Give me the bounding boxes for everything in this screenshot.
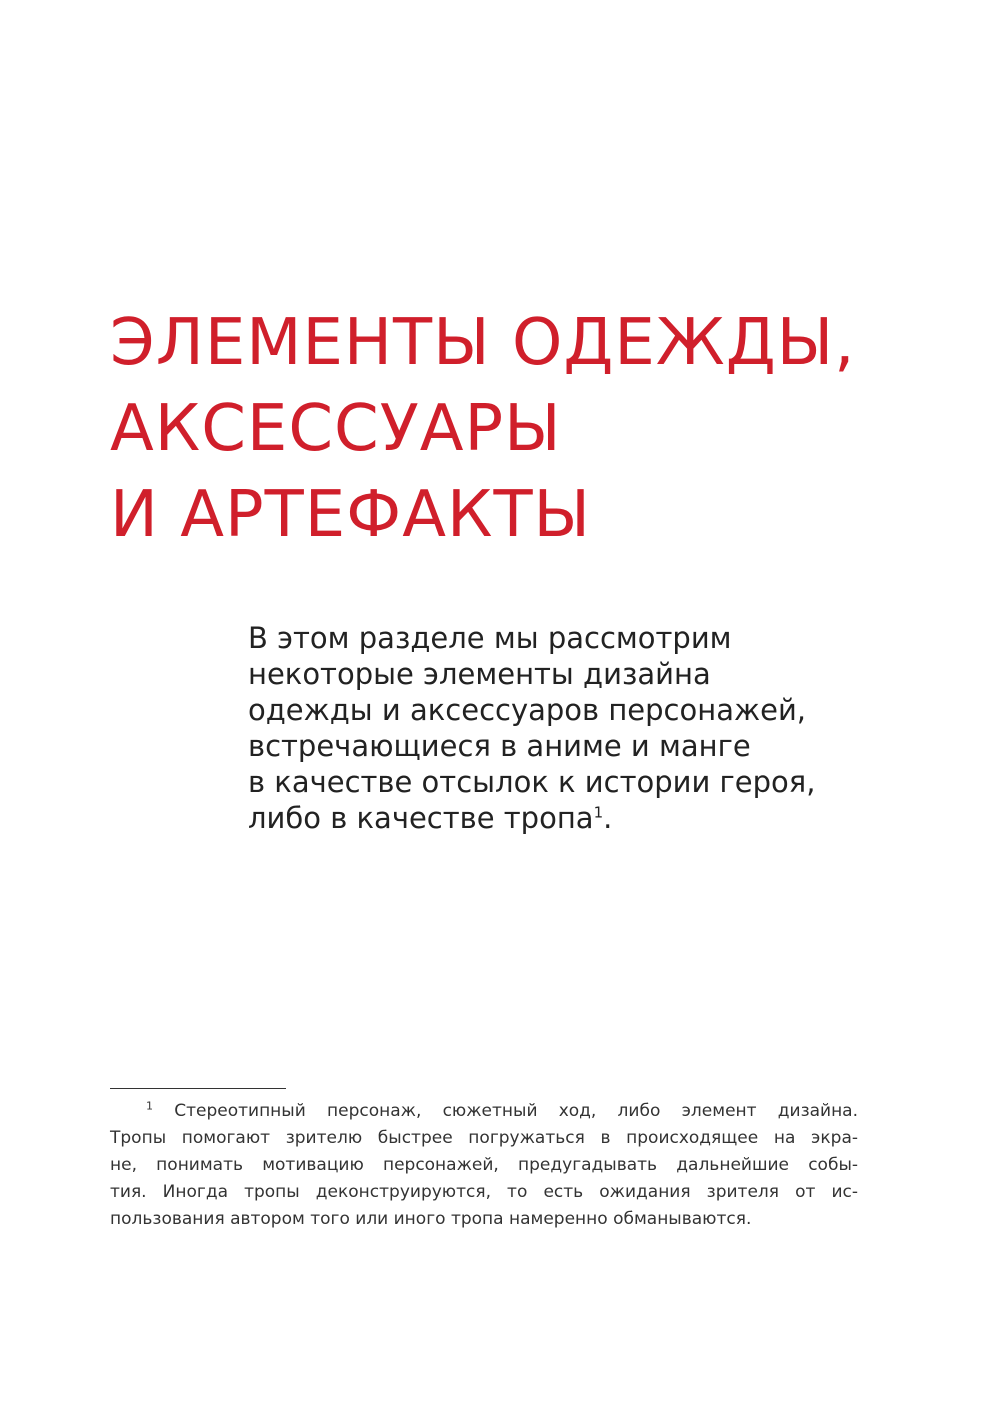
intro-line: в качестве отсылок к истории героя,	[248, 765, 816, 799]
footnote-line	[110, 1098, 858, 1125]
footnote-line: пользования автором того или иного тропа намеренно обманываются.	[110, 1209, 752, 1229]
chapter-title-line: АКСЕССУАРЫ	[110, 392, 562, 466]
chapter-title-line: ЭЛЕМЕНТЫ ОДЕЖДЫ,	[110, 306, 856, 380]
intro-paragraph	[248, 620, 815, 836]
intro-line: встречающиеся в аниме и манге	[248, 729, 751, 763]
footnote-number: 1	[146, 1099, 153, 1113]
footnote	[110, 1098, 858, 1233]
footnote-reference[interactable]: 1	[593, 803, 604, 822]
footnote-line: не, понимать мотивацию персонажей, предугадывать дальнейшие собы-	[110, 1155, 858, 1175]
intro-line: некоторые элементы дизайна	[248, 657, 711, 691]
intro-end-punct: .	[603, 801, 613, 835]
footnote-line-text: Стереотипный персонаж, сюжетный ход, либо элемент дизайна.	[174, 1101, 859, 1121]
intro-line-text: либо в качестве тропа	[248, 801, 594, 835]
footnote-line: тия. Иногда тропы деконструируются, то есть ожидания зрителя от ис-	[110, 1182, 858, 1202]
intro-line-last	[248, 800, 815, 836]
intro-line: В этом разделе мы рассмотрим	[248, 621, 732, 655]
chapter-title-line: И АРТЕФАКТЫ	[110, 478, 591, 552]
chapter-title	[110, 300, 856, 558]
intro-line: одежды и аксессуаров персонажей,	[248, 693, 807, 727]
footnote-divider	[110, 1088, 286, 1089]
footnote-line: Тропы помогают зрителю быстрее погружаться в происходящее на экра-	[110, 1128, 858, 1148]
